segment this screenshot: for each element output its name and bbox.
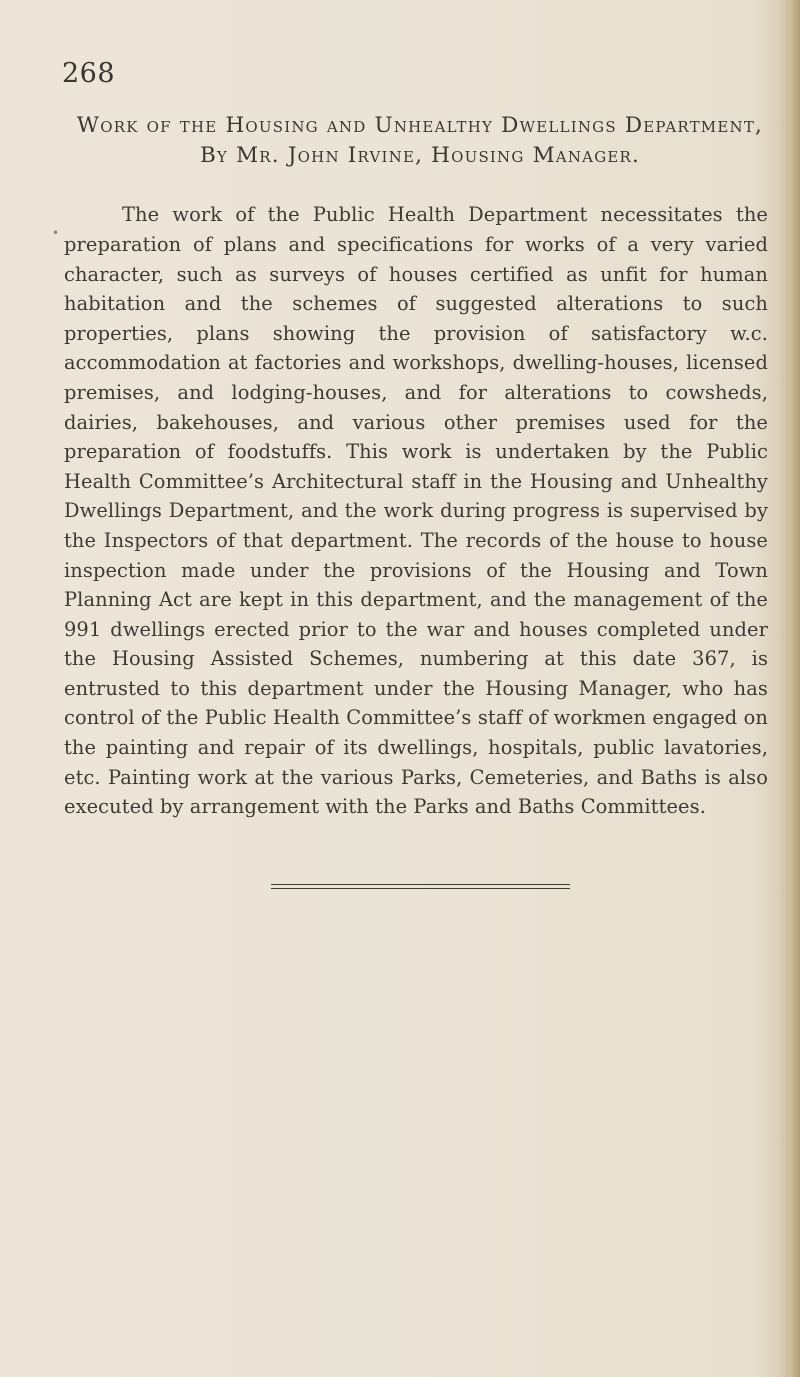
section-divider bbox=[271, 884, 570, 889]
section-heading: Work of the Housing and Unhealthy Dwellings Department, bbox=[76, 113, 764, 138]
page-edge-shadow bbox=[778, 0, 800, 1377]
margin-speck: • bbox=[52, 226, 60, 240]
page-number: 268 bbox=[62, 58, 116, 89]
section-byline: By Mr. John Irvine, Housing Manager. bbox=[199, 143, 641, 168]
body-paragraph: The work of the Public Health Department necessitates the preparation of plans and specifications for works of a very varied character, such as surveys of houses certified as unfit for human habitation and the schemes of suggested alterations to such properties, plans showing the provision of satisfactory w.c. accommodation at factories and workshops, dwelling-houses, licensed premises, and lodging-houses, and for alterations to cowsheds, dairies, bakehouses, and various other premises used for the preparation of foodstuffs. This work is undertaken by the Public Health Committee’s Architectural staff in the Housing and Unhealthy Dwellings Department, and the work during progress is supervised by the Inspectors of that department. The records of the house to house inspection made under the provisions of the Housing and Town Planning Act are kept in this department, and the management of the 991 dwellings erected prior to the war and houses completed under the Housing Assisted Schemes, numbering at this date 367, is entrusted to this department under the Housing Manager, who has control of the Public Health Committee’s staff of workmen engaged on the painting and repair of its dwellings, hospitals, public lavatories, etc. Painting work at the various Parks, Cemeteries, and Baths is also executed by arrangement with the Parks and Baths Committees. bbox=[64, 203, 768, 819]
